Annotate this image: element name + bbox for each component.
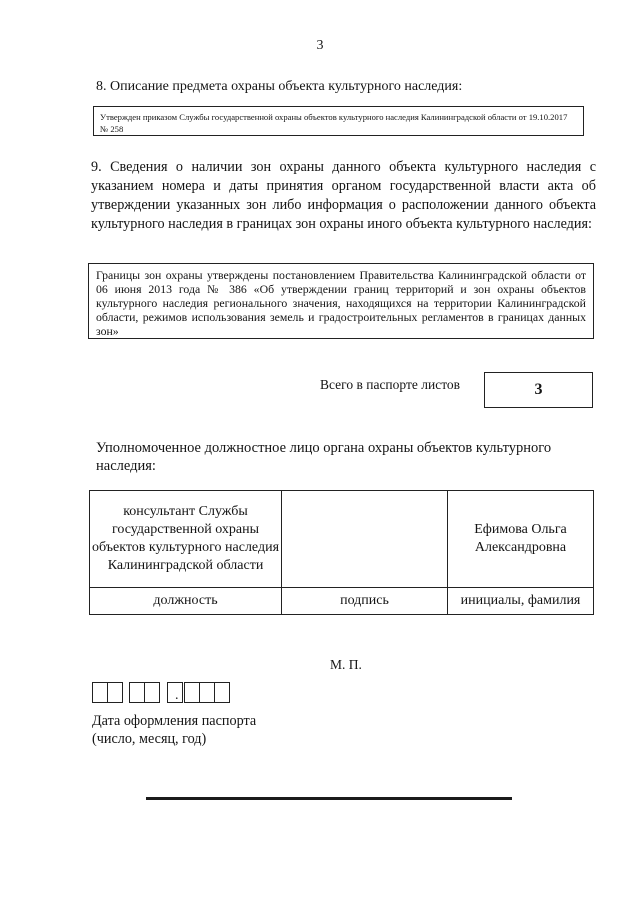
month-digit-1-cell[interactable] bbox=[129, 682, 145, 703]
total-sheets-label: Всего в паспорте листов bbox=[320, 377, 461, 392]
section-9-box bbox=[88, 263, 594, 339]
day-digit-1-cell[interactable] bbox=[92, 682, 108, 703]
year-digit-1-cell[interactable] bbox=[184, 682, 200, 703]
day-digit-2-cell[interactable] bbox=[107, 682, 123, 703]
total-sheets-box bbox=[484, 372, 593, 408]
total-sheets-value: 3 bbox=[534, 381, 543, 398]
signature-labels-row bbox=[90, 588, 594, 615]
month-digit-2-cell[interactable] bbox=[144, 682, 160, 703]
year-digit-2-cell[interactable] bbox=[199, 682, 215, 703]
date-label-line-1: Дата оформления паспорта bbox=[92, 713, 257, 729]
signature-value bbox=[282, 491, 448, 588]
date-separator: . bbox=[175, 688, 179, 703]
year-digit-3-cell[interactable] bbox=[214, 682, 230, 703]
date-label-line-2: (число, месяц, год) bbox=[92, 731, 207, 747]
section-9-heading: 9. Сведения о наличии зон охраны данного объекта культурного наследия с указанием номера и даты принятия органом государственной власти акта об утверждении указанных зон либо информация о расположении данного объекта культурного наследия в границах зон охраны иного объекта культурного наследия: bbox=[91, 159, 596, 232]
signature-label: подпись bbox=[282, 588, 448, 615]
section-8-box bbox=[93, 106, 584, 136]
signature-table bbox=[89, 490, 594, 615]
name-value: Ефимова Ольга Александровна bbox=[448, 491, 594, 588]
section-8-heading: 8. Описание предмета охраны объекта культурного наследия: bbox=[96, 79, 463, 94]
separator-cell bbox=[167, 682, 183, 703]
section-9-text: Границы зон охраны утверждены постановлением Правительства Калининградской области от 06 июня 2013 года № 386 «Об утверждении границ территорий и зон охраны объектов культурного наследия регионального значения, находящихся на территории Калининградской области, режимов использования земель и градостроительных регламентов в границах данных зон» bbox=[96, 268, 586, 338]
page-number: 3 bbox=[316, 38, 324, 53]
bottom-rule bbox=[146, 797, 512, 800]
signature-values-row bbox=[90, 491, 594, 588]
name-label: инициалы, фамилия bbox=[448, 588, 594, 615]
date-label bbox=[92, 712, 256, 748]
section-8-text: Утвержден приказом Службы государственной охраны объектов культурного наследия Калининградской области от 19.10.2017 № 258 bbox=[100, 112, 568, 134]
stamp-place-label: М. П. bbox=[330, 657, 362, 672]
position-label: должность bbox=[90, 588, 282, 615]
official-heading: Уполномоченное должностное лицо органа охраны объектов культурного наследия: bbox=[96, 440, 552, 474]
position-value: консультант Службы государственной охраны объектов культурного наследия Калининградской области bbox=[90, 491, 282, 588]
